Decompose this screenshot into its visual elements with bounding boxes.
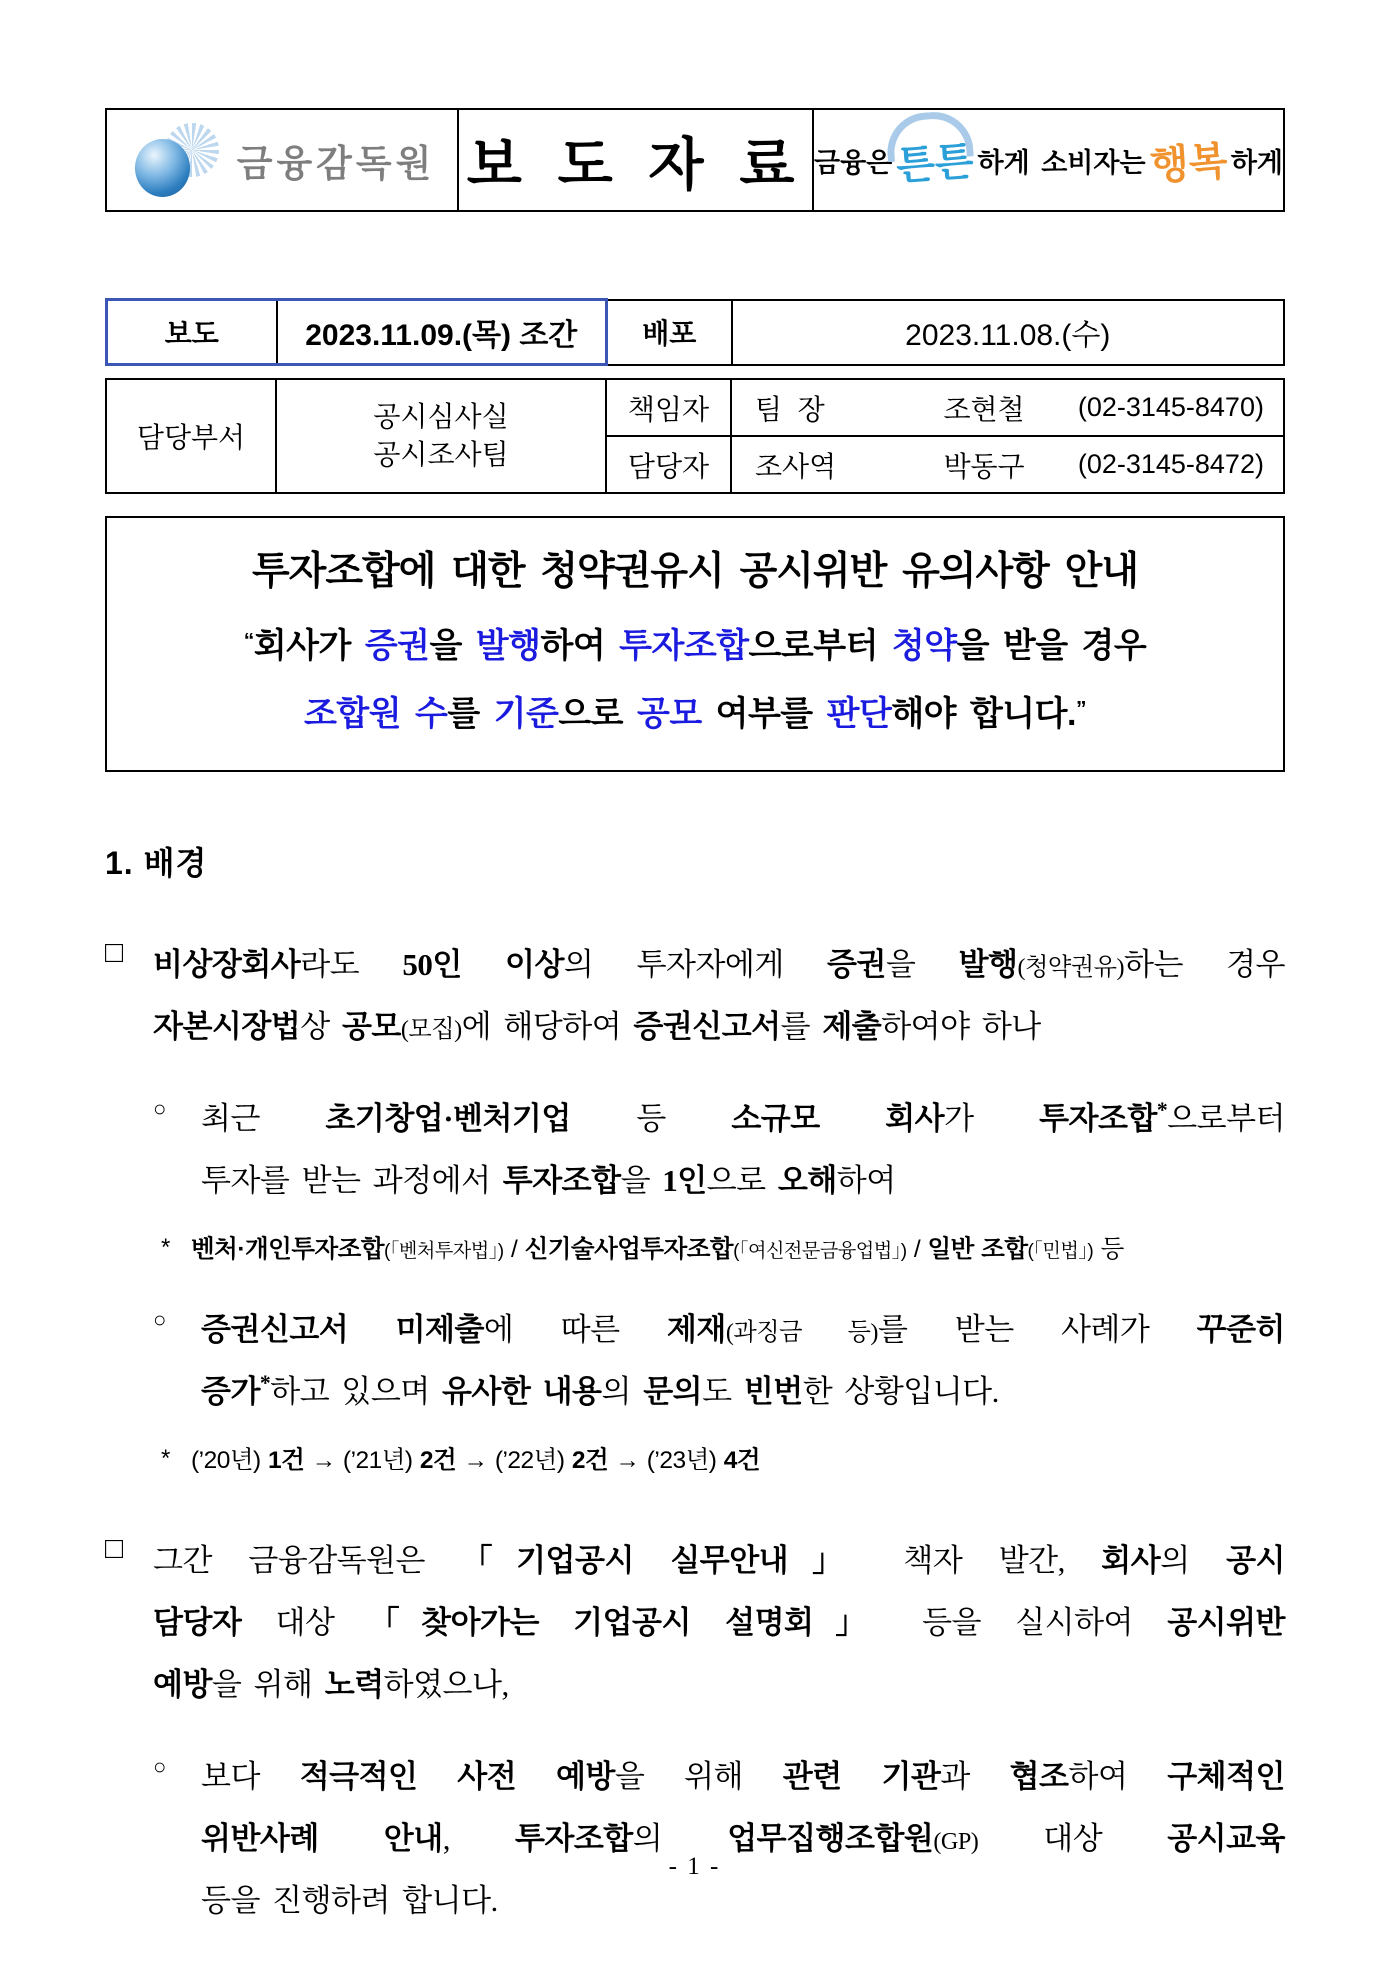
text-segment: 「찾아가는 기업공시 설명회」 (368, 1604, 888, 1640)
text-segment: → (’22년) (456, 1446, 572, 1474)
department-office: 공시심사실 (373, 401, 509, 433)
paragraph-lines (153, 934, 1285, 1058)
text-segment: (「여신전문금융업법」) (733, 1241, 907, 1262)
text-segment: 를 받는 사례가 (877, 1311, 1197, 1347)
paragraph-lines (201, 1746, 1285, 1932)
release-info-table (105, 298, 1285, 366)
text-segment: 가 (944, 1101, 1040, 1136)
paragraph-lines (201, 1088, 1285, 1212)
text-segment: 관련 기관 (782, 1758, 941, 1794)
bullet-marker: ○ (153, 1753, 167, 1779)
text-segment: (과징금 등) (725, 1318, 878, 1346)
text-segment: 을 위해 (614, 1758, 783, 1794)
text-segment: 의 투자자에게 (563, 947, 828, 982)
text-segment: 도 (702, 1373, 744, 1409)
text-segment: 공모 (636, 695, 702, 733)
slogan-accent-orange: 행복 (1148, 136, 1229, 190)
text-segment: 등을 진행하려 합니다. (201, 1882, 498, 1918)
person-phone: (02-3145-8472) (1077, 449, 1264, 479)
text-segment: 1인 (662, 1163, 707, 1198)
text-segment: 과 (940, 1758, 1010, 1794)
text-segment: 하였으나, (383, 1666, 509, 1702)
text-segment: 예방 (153, 1666, 212, 1702)
slogan-mid2: 소비자는 (1041, 147, 1146, 178)
person-phone: (02-3145-8470) (1077, 392, 1264, 422)
text-segment: 담당자 (153, 1604, 242, 1640)
text-segment: 구체적인 (1167, 1758, 1285, 1794)
text-segment: 발행 (475, 627, 541, 665)
document-type-title: 보 도 자 료 (459, 110, 814, 210)
text-segment: 의 (601, 1373, 644, 1409)
bullet-marker: ○ (153, 1306, 167, 1332)
text-segment: 을 (885, 947, 959, 982)
staff-person-cell (731, 436, 1284, 493)
text-line (201, 1361, 1285, 1423)
text-segment: 의 (632, 1820, 728, 1856)
text-segment: 발행 (958, 947, 1018, 982)
text-segment: 문의 (643, 1373, 703, 1409)
text-segment: 공시 (1226, 1542, 1285, 1578)
text-line (201, 1746, 1285, 1808)
text-segment: 공시위반 (1167, 1604, 1285, 1640)
text-segment: 을 (429, 627, 476, 665)
footnote (105, 1443, 1285, 1480)
text-line (191, 1232, 1285, 1269)
text-segment: → (’21년) (304, 1446, 420, 1474)
paragraph (105, 1088, 1285, 1212)
text-line (153, 934, 1285, 996)
text-segment: “ (243, 629, 254, 653)
text-segment: 에 따른 (483, 1311, 667, 1347)
headline-title: 투자조합에 대한 청약권유시 공시위반 유의사항 안내 (251, 550, 1138, 593)
text-segment: 제출 (822, 1009, 882, 1044)
text-segment: 위반사례 안내 (201, 1820, 443, 1856)
text-segment: 증권 (827, 947, 886, 982)
person-position: 팀 장 (755, 393, 825, 425)
text-segment: 등을 실시하여 (887, 1604, 1168, 1640)
text-segment: 일반 조합 (927, 1236, 1028, 1263)
text-segment: 50인 이상 (402, 947, 564, 982)
text-segment: 한 상황입니다. (802, 1373, 999, 1409)
slogan-prefix: 금융은 (814, 147, 893, 178)
text-segment: 내용 (542, 1373, 602, 1409)
text-segment: / (906, 1236, 928, 1263)
text-segment: 하고 있으며 (270, 1373, 442, 1409)
responsible-label-cell: 책임자 (606, 379, 731, 436)
text-segment: 을 위해 (211, 1666, 325, 1702)
text-segment: 빈번 (743, 1373, 803, 1409)
text-segment: 하는 경우 (1124, 947, 1285, 982)
text-segment: 회사 (1101, 1542, 1161, 1578)
bullet-marker: * (161, 1444, 171, 1472)
text-line (201, 1088, 1285, 1150)
text-segment: 최근 (201, 1101, 326, 1136)
quote-line-1 (117, 612, 1273, 680)
text-segment: 보다 (201, 1758, 300, 1794)
fss-logo-icon (129, 123, 221, 197)
text-segment: 초기창업·벤처기업 (325, 1101, 571, 1136)
text-segment: 노력 (324, 1666, 384, 1702)
text-segment (417, 1759, 457, 1794)
org-logo-cell (107, 110, 459, 210)
text-segment: 를 (447, 695, 494, 733)
text-segment: 상 (300, 1009, 342, 1044)
text-segment: * (259, 1370, 271, 1395)
headline-box (105, 516, 1285, 772)
text-segment: 2건 (571, 1446, 609, 1474)
text-segment: 투자조합 (514, 1820, 633, 1856)
text-segment: ” (1075, 697, 1086, 721)
paragraph (105, 1530, 1285, 1716)
text-segment: 으로 (706, 1163, 778, 1198)
slogan-suffix: 하게 (1230, 147, 1283, 178)
staff-label-cell: 담당자 (606, 436, 731, 493)
text-line (201, 1299, 1285, 1361)
text-segment: 등 (1093, 1236, 1124, 1263)
text-segment: 투자조합 (1039, 1101, 1157, 1136)
text-segment: 벤처·개인투자조합 (191, 1236, 384, 1263)
text-segment: 비상장회사 (153, 947, 301, 982)
headline-quote (117, 612, 1273, 748)
body-content (105, 934, 1285, 1932)
text-segment: (「민법」) (1027, 1241, 1094, 1262)
bullet-marker: □ (105, 1531, 124, 1565)
text-segment: 을 받을 경우 (956, 627, 1147, 665)
department-name-cell (276, 379, 606, 493)
text-segment: 를 (780, 1009, 823, 1044)
text-segment: 증권신고서 미제출 (201, 1311, 484, 1347)
text-segment: (GP) (933, 1827, 979, 1855)
department-label-cell: 담당부서 (106, 379, 276, 493)
text-segment: 조합원 수 (304, 695, 448, 733)
text-segment: 증권신고서 (633, 1009, 781, 1044)
text-segment: 유사한 (441, 1373, 531, 1409)
text-segment: 에 해당하여 (461, 1009, 634, 1044)
text-segment: (모집) (400, 1016, 462, 1043)
text-segment: 자본시장법 (153, 1009, 301, 1044)
paragraph (105, 1299, 1285, 1423)
text-segment: 공모 (341, 1009, 401, 1044)
text-line (153, 1530, 1285, 1592)
text-segment: 하여 (1068, 1758, 1168, 1794)
text-segment: 여부를 (701, 695, 827, 733)
text-segment: 등 (570, 1101, 732, 1136)
text-segment: 으로부터 (1167, 1101, 1285, 1136)
person-name: 박동구 (943, 450, 1025, 482)
person-name: 조현철 (943, 393, 1025, 425)
text-segment: 그간 금융감독원은 (153, 1542, 462, 1578)
paragraph-lines (191, 1443, 1285, 1480)
text-segment: 투자조합 (619, 627, 749, 665)
text-segment: (청약권유) (1017, 954, 1124, 981)
text-segment (530, 1374, 542, 1409)
paragraph (105, 1746, 1285, 1932)
text-segment: , (442, 1820, 515, 1856)
text-line (153, 1654, 1285, 1716)
department-team: 공시조사팀 (373, 439, 509, 470)
text-segment: 하여 (836, 1163, 896, 1198)
text-segment: 협조 (1009, 1758, 1069, 1794)
text-segment: 소규모 회사 (731, 1101, 945, 1136)
footnote (105, 1232, 1285, 1269)
distribution-date-cell: 2023.11.08.(수) (732, 300, 1285, 365)
text-segment: 투자조합 (502, 1163, 621, 1198)
quote-line-2 (117, 680, 1273, 748)
text-segment: (’20년) (191, 1446, 268, 1474)
text-segment: (「벤처투자법」) (384, 1241, 504, 1262)
text-segment: 투자를 받는 과정에서 (201, 1163, 503, 1198)
paragraph-lines (201, 1299, 1285, 1423)
text-segment: * (1156, 1098, 1168, 1123)
release-date-cell: 2023.11.09.(목) 조간 (277, 300, 607, 365)
page-number: - 1 - (668, 1853, 721, 1880)
text-segment: 「기업공시 실무안내」 (461, 1542, 867, 1578)
text-segment: 책자 발간, (866, 1542, 1102, 1578)
text-segment: 적극적인 (299, 1758, 418, 1794)
text-segment: 1건 (268, 1446, 305, 1474)
text-segment: 증권 (364, 627, 430, 665)
text-segment: 대상 (978, 1820, 1168, 1856)
release-label-cell: 보도 (107, 300, 277, 365)
text-segment: 으로 (558, 695, 637, 733)
distribution-label-cell: 배포 (607, 300, 732, 365)
paragraph-lines (153, 1530, 1285, 1716)
text-line (201, 1150, 1285, 1212)
text-segment: 4건 (723, 1446, 761, 1474)
bullet-marker: * (161, 1234, 171, 1261)
text-segment: 꾸준히 (1196, 1311, 1285, 1347)
text-segment: 제재 (666, 1311, 726, 1347)
text-segment: 공시교육 (1167, 1820, 1285, 1856)
text-segment: 증가 (201, 1373, 260, 1409)
text-segment: 청약 (891, 627, 957, 665)
section-heading: 1. 배경 (105, 845, 208, 881)
person-position: 조사역 (755, 450, 837, 482)
logo-sphere-icon (135, 139, 190, 197)
paragraph (105, 934, 1285, 1058)
department-table (105, 378, 1285, 494)
paragraph-lines (191, 1232, 1285, 1269)
text-line (153, 996, 1285, 1058)
text-segment: 하여야 하나 (881, 1009, 1041, 1044)
text-segment: 신기술사업투자조합 (524, 1236, 734, 1263)
responsible-person-cell (731, 379, 1284, 436)
slogan-accent-blue: 튼튼 (894, 129, 975, 191)
text-segment: 2건 (419, 1446, 457, 1474)
text-line (191, 1443, 1285, 1480)
person-row (733, 445, 1282, 485)
text-segment: 대상 (241, 1604, 369, 1640)
text-segment: 의 (1160, 1542, 1227, 1578)
org-name: 금융감독원 (236, 143, 436, 184)
header-banner (105, 108, 1285, 212)
text-segment: → (’23년) (608, 1446, 724, 1474)
text-segment: 하여 (540, 627, 620, 665)
text-segment: / (503, 1236, 525, 1263)
text-segment: 으로부터 (748, 627, 892, 665)
text-segment: 사전 예방 (457, 1758, 615, 1794)
text-segment: 판단 (826, 695, 892, 733)
bullet-marker: ○ (153, 1096, 167, 1121)
bullet-marker: □ (105, 936, 124, 969)
text-line (153, 1592, 1285, 1654)
text-segment: 기준 (493, 695, 559, 733)
slogan (814, 110, 1283, 210)
text-segment: 오해 (777, 1163, 837, 1198)
text-segment: 해야 합니다. (891, 695, 1076, 733)
slogan-mid1: 하게 (977, 147, 1030, 178)
text-segment: 회사가 (253, 627, 365, 665)
person-row (733, 388, 1282, 428)
text-segment: 라도 (300, 947, 403, 982)
text-segment: 을 (620, 1163, 663, 1198)
text-segment: 업무집행조합원 (727, 1820, 934, 1856)
